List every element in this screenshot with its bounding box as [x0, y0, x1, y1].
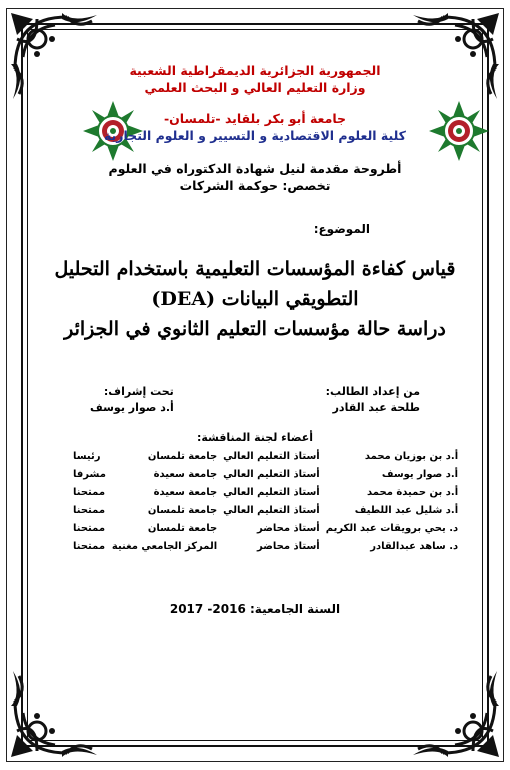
member-rank: أستاذ التعليم العالي: [223, 487, 320, 498]
table-row: [70, 448, 461, 466]
member-institution: المركز الجامعي مغنية: [111, 541, 218, 552]
member-role: ممتحنا: [73, 505, 106, 516]
member-rank: أستاذ محاضر: [256, 541, 320, 552]
university-name: جامعة أبو بكر بلقايد -تلمسان-: [163, 111, 347, 126]
member-name: د. يحي برويقات عبد الكريم: [325, 523, 459, 534]
prepared-by: [326, 384, 420, 416]
student-name: طلحة عبد القادر: [332, 401, 420, 414]
committee-table: [70, 448, 461, 556]
table-row: [70, 520, 461, 538]
supervisor: [90, 384, 174, 416]
table-row: [70, 538, 461, 556]
member-role: ممتحنا: [73, 523, 106, 534]
member-institution: جامعة تلمسان: [147, 451, 218, 462]
member-institution: جامعة سعيدة: [153, 469, 218, 480]
title-line-2: التطويقي البيانات (DEA): [151, 288, 359, 310]
member-name: أ.د بن بوزيان محمد: [364, 451, 459, 462]
ornamental-corner-icon: [7, 651, 117, 761]
table-row: [70, 502, 461, 520]
committee-label: أعضاء لجنة المناقشة:: [196, 431, 314, 444]
supervisor-label: تحت إشراف:: [103, 385, 174, 398]
member-rank: أستاذ التعليم العالي: [223, 505, 320, 516]
member-rank: أستاذ التعليم العالي: [223, 451, 320, 462]
member-role: رئيسا: [73, 451, 101, 462]
table-row: [70, 466, 461, 484]
title-line-1: قياس كفاءة المؤسسات التعليمية باستخدام التحليل: [54, 258, 456, 280]
member-role: ممتحنا: [73, 487, 106, 498]
ornamental-corner-icon: [393, 651, 503, 761]
member-rank: أستاذ التعليم العالي: [223, 469, 320, 480]
supervisor-name: أ.د صوار يوسف: [90, 401, 174, 414]
member-institution: جامعة تلمسان: [147, 523, 218, 534]
header-block: [0, 62, 510, 96]
faculty-name: كلية العلوم الاقتصادية و التسيير و العلوم التجارية: [104, 128, 406, 143]
member-name: أ.د شليل عبد اللطيف: [354, 505, 459, 516]
member-role: مشرفا: [73, 469, 106, 480]
member-name: أ.د صوار يوسف: [381, 469, 459, 480]
thesis-title: [0, 254, 510, 344]
academic-year: السنة الجامعية: 2016- 2017: [169, 602, 341, 616]
institution-block: [0, 110, 510, 144]
member-rank: أستاذ محاضر: [256, 523, 320, 534]
table-row: [70, 484, 461, 502]
thesis-info-block: [0, 160, 510, 194]
thesis-type: أطروحة مقدمة لنيل شهادة الدكتوراه في العلوم: [108, 161, 402, 176]
title-line-3: دراسة حالة مؤسسات التعليم الثانوي في الجزائر: [64, 318, 446, 340]
member-institution: جامعة سعيدة: [153, 487, 218, 498]
member-institution: جامعة تلمسان: [147, 505, 218, 516]
republic-name: الجمهورية الجزائرية الديمقراطية الشعبية: [129, 63, 381, 78]
member-role: ممتحنا: [73, 541, 106, 552]
member-name: د. ساهد عبدالقادر: [370, 541, 459, 552]
prepared-by-label: من إعداد الطالب:: [325, 385, 420, 398]
topic-label: الموضوع:: [313, 222, 370, 236]
specialty: تخصص: حوكمة الشركات: [179, 178, 331, 193]
member-name: أ.د بن حميدة محمد: [367, 487, 459, 498]
ministry-name: وزارة التعليم العالي و البحث العلمي: [144, 80, 366, 95]
